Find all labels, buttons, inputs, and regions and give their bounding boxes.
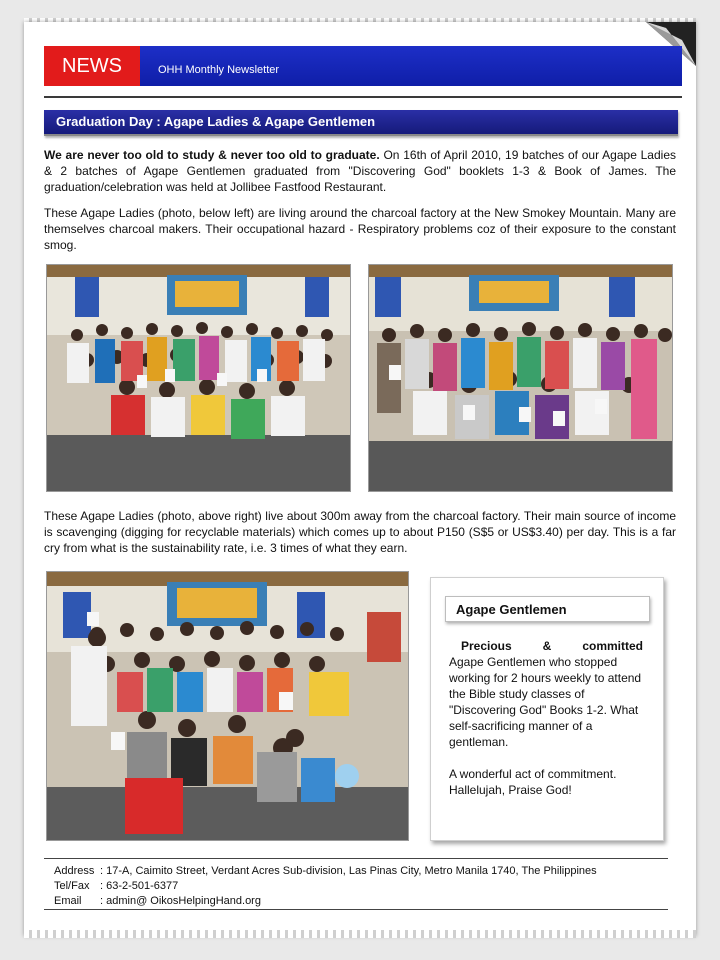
footer-tel-row: [54, 879, 597, 894]
sidebar-body: Agape Gentlemen who stopped working for 2 hours weekly to attend the Bible study classes of "Discovering God" Books 1-2. What self-sacrificing manner of a gentleman.: [449, 655, 642, 749]
news-label-box: [44, 46, 140, 86]
section-title: Graduation Day : Agape Ladies & Agape Gentlemen: [56, 114, 376, 129]
footer-contact: [54, 864, 597, 909]
footer-top-rule: [44, 858, 668, 859]
agape-gentlemen-box: [430, 577, 664, 841]
footer-bottom-rule: [44, 909, 668, 910]
ladies-charcoal-paragraph: These Agape Ladies (photo, below left) are living around the charcoal factory at the New Smokey Mountain. Many are themselves charcoal makers. Their occupational hazard - Respiratory problems coz of their exposure to the constant smog.: [44, 206, 676, 252]
news-label: NEWS: [62, 55, 122, 77]
lead-word: &: [542, 639, 552, 653]
footer-address-row: [54, 864, 597, 879]
newsletter-title: OHH Monthly Newsletter: [158, 64, 280, 76]
tel-label: Tel/Fax: [54, 880, 90, 892]
intro-paragraph: [44, 147, 676, 195]
tel-value: : 63-2-501-6377: [100, 880, 179, 892]
agape-gentlemen-text: [449, 638, 643, 798]
page-bottom-edge: [24, 930, 696, 938]
section-title-bar: [44, 110, 678, 136]
photo-agape-ladies-charcoal: [46, 264, 351, 492]
address-value: : 17-A, Caimito Street, Verdant Acres Sub-division, Las Pinas City, Metro Manila 1740, The Philippines: [100, 865, 597, 877]
agape-gentlemen-heading-box: [445, 596, 650, 622]
photo-agape-gentlemen: [46, 571, 409, 841]
photo-agape-ladies-scavengers: [368, 264, 673, 492]
intro-bold-text: We are never too old to study & never too old to graduate.: [44, 148, 380, 162]
sidebar-closing: A wonderful act of commitment. Hallelujah, Praise God!: [449, 767, 617, 797]
intro-text: On 16th of April 2010, 19 batches of our Agape Ladies & 2 batches of Agape Gentlemen graduated from "Discovering God" booklets 1-3 & Book of James. The graduation/celebration was held at Jollibee Fastfood Restaurant.: [44, 148, 676, 194]
sidebar-lead-line: [449, 638, 643, 654]
email-value[interactable]: : admin@ OikosHelpingHand.org: [100, 895, 261, 907]
ladies-scavenging-paragraph: These Agape Ladies (photo, above right) live about 300m away from the charcoal factory. Their main source of income is scavenging (digging for recyclable materials) which comes up to about P150 (S$5 or US$3.40) per day. This is a far cry from what is the sustainability rate, i.e. 3 times of what they earn.: [44, 509, 676, 555]
email-label: Email: [54, 895, 82, 907]
footer-email-row: [54, 894, 597, 909]
lead-word: Precious: [461, 639, 512, 653]
lead-word: committed: [582, 639, 643, 653]
header-divider: [44, 96, 682, 98]
address-label: Address: [54, 865, 95, 877]
newsletter-banner: [140, 46, 682, 86]
agape-gentlemen-heading: Agape Gentlemen: [456, 602, 567, 617]
